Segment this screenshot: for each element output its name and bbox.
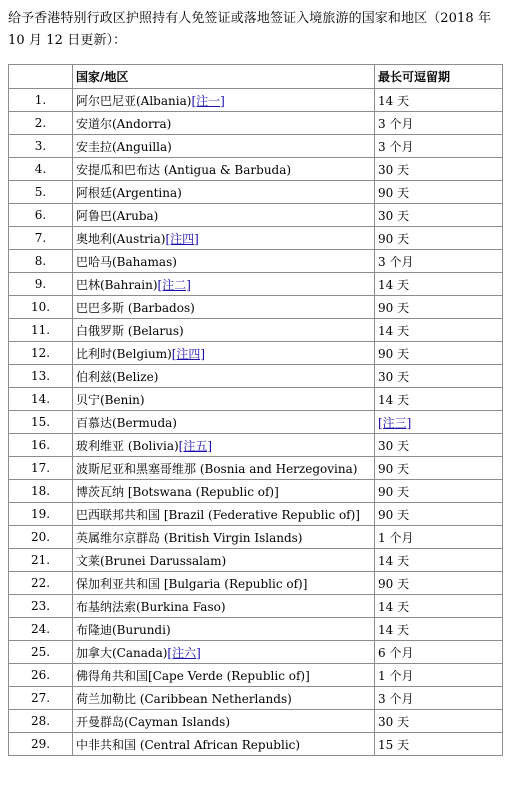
country-name: 布基纳法索(Burkina Faso): [76, 599, 226, 614]
row-max-stay: 30 天: [375, 710, 503, 733]
row-index: 2.: [9, 112, 73, 135]
row-index: 19.: [9, 503, 73, 526]
header-max-stay: 最长可逗留期: [375, 65, 503, 89]
row-country: [73, 457, 375, 480]
country-name: 巴哈马(Bahamas): [76, 254, 177, 269]
row-index: 15.: [9, 411, 73, 434]
row-country: [73, 296, 375, 319]
header-index: [9, 65, 73, 89]
stay-note-link[interactable]: [注三]: [378, 415, 412, 430]
note-link[interactable]: [注四]: [171, 346, 206, 361]
row-index: 5.: [9, 181, 73, 204]
country-name: 开曼群岛(Cayman Islands): [76, 714, 231, 729]
note-link[interactable]: [注二]: [157, 277, 191, 292]
row-index: 4.: [9, 158, 73, 181]
country-name: 加拿大(Canada): [76, 645, 168, 660]
country-name: 布隆迪(Burundi): [76, 622, 171, 637]
table-row: [9, 89, 503, 112]
country-name: 佛得角共和国[Cape Verde (Republic of)]: [76, 668, 310, 683]
row-index: 13.: [9, 365, 73, 388]
row-country: [73, 572, 375, 595]
table-row: [9, 503, 503, 526]
row-max-stay: 3 个月: [375, 135, 503, 158]
row-max-stay: 14 天: [375, 388, 503, 411]
table-row: [9, 158, 503, 181]
table-row: [9, 618, 503, 641]
row-max-stay: 30 天: [375, 365, 503, 388]
row-index: 7.: [9, 227, 73, 250]
country-name: 比利时(Belgium): [76, 346, 172, 361]
row-max-stay: 14 天: [375, 549, 503, 572]
row-index: 8.: [9, 250, 73, 273]
table-row: [9, 549, 503, 572]
row-country: [73, 135, 375, 158]
row-country: [73, 158, 375, 181]
country-name: 贝宁(Benin): [76, 392, 145, 407]
row-index: 21.: [9, 549, 73, 572]
table-row: [9, 342, 503, 365]
table-row: [9, 641, 503, 664]
row-country: [73, 227, 375, 250]
row-country: [73, 503, 375, 526]
table-row: [9, 595, 503, 618]
row-country: [73, 112, 375, 135]
visa-free-table: [8, 64, 503, 756]
row-country: [73, 411, 375, 434]
table-row: [9, 733, 503, 756]
row-country: [73, 664, 375, 687]
row-index: 1.: [9, 89, 73, 112]
row-country: [73, 204, 375, 227]
row-max-stay: 3 个月: [375, 112, 503, 135]
note-link[interactable]: [注五]: [178, 438, 213, 453]
row-max-stay: 90 天: [375, 572, 503, 595]
row-index: 20.: [9, 526, 73, 549]
row-max-stay: 90 天: [375, 480, 503, 503]
country-name: 英属维尔京群岛 (British Virgin Islands): [76, 530, 303, 545]
table-row: [9, 319, 503, 342]
row-max-stay: 14 天: [375, 618, 503, 641]
row-max-stay: 30 天: [375, 434, 503, 457]
table-row: [9, 227, 503, 250]
row-country: [73, 710, 375, 733]
row-index: 24.: [9, 618, 73, 641]
country-name: 阿根廷(Argentina): [76, 185, 182, 200]
row-index: 14.: [9, 388, 73, 411]
row-country: [73, 388, 375, 411]
country-name: 阿尔巴尼亚(Albania): [76, 93, 192, 108]
row-country: [73, 549, 375, 572]
row-max-stay: [375, 411, 503, 434]
country-name: 玻利维亚 (Bolivia): [76, 438, 179, 453]
row-country: [73, 733, 375, 756]
row-max-stay: 14 天: [375, 89, 503, 112]
row-max-stay: 90 天: [375, 342, 503, 365]
country-name: 百慕达(Bermuda): [76, 415, 177, 430]
country-name: 伯利兹(Belize): [76, 369, 159, 384]
row-max-stay: 30 天: [375, 158, 503, 181]
row-country: [73, 319, 375, 342]
table-row: [9, 112, 503, 135]
row-country: [73, 480, 375, 503]
row-index: 25.: [9, 641, 73, 664]
country-name: 博茨瓦纳 [Botswana (Republic of)]: [76, 484, 279, 499]
country-name: 巴林(Bahrain): [76, 277, 158, 292]
row-country: [73, 181, 375, 204]
table-row: [9, 710, 503, 733]
country-name: 荷兰加勒比 (Caribbean Netherlands): [76, 691, 292, 706]
row-country: [73, 342, 375, 365]
row-country: [73, 641, 375, 664]
country-name: 白俄罗斯 (Belarus): [76, 323, 184, 338]
table-row: [9, 457, 503, 480]
table-row: [9, 296, 503, 319]
table-row: [9, 687, 503, 710]
table-row: [9, 526, 503, 549]
row-index: 12.: [9, 342, 73, 365]
row-max-stay: 30 天: [375, 204, 503, 227]
row-max-stay: 1 个月: [375, 526, 503, 549]
row-country: [73, 250, 375, 273]
country-name: 阿鲁巴(Aruba): [76, 208, 159, 223]
note-link[interactable]: [注一]: [191, 93, 225, 108]
header-country: 国家/地区: [73, 65, 375, 89]
row-country: [73, 687, 375, 710]
table-row: [9, 365, 503, 388]
country-name: 奥地利(Austria): [76, 231, 166, 246]
row-max-stay: 3 个月: [375, 250, 503, 273]
row-country: [73, 434, 375, 457]
row-max-stay: 90 天: [375, 503, 503, 526]
row-max-stay: 14 天: [375, 319, 503, 342]
row-country: [73, 595, 375, 618]
row-index: 16.: [9, 434, 73, 457]
country-name: 安圭拉(Anguilla): [76, 139, 172, 154]
table-header-row: [9, 65, 503, 89]
row-max-stay: 6 个月: [375, 641, 503, 664]
table-row: [9, 181, 503, 204]
row-index: 17.: [9, 457, 73, 480]
row-index: 22.: [9, 572, 73, 595]
row-country: [73, 273, 375, 296]
country-name: 波斯尼亚和黑塞哥维那 (Bosnia and Herzegovina): [76, 461, 358, 476]
row-index: 29.: [9, 733, 73, 756]
row-max-stay: 90 天: [375, 296, 503, 319]
table-row: [9, 411, 503, 434]
table-row: [9, 434, 503, 457]
country-name: 保加利亚共和国 [Bulgaria (Republic of)]: [76, 576, 308, 591]
row-country: [73, 365, 375, 388]
table-row: [9, 135, 503, 158]
country-name: 巴西联邦共和国 [Brazil (Federative Republic of)]: [76, 507, 360, 522]
row-index: 9.: [9, 273, 73, 296]
row-index: 11.: [9, 319, 73, 342]
note-link[interactable]: [注四]: [165, 231, 199, 246]
row-index: 28.: [9, 710, 73, 733]
row-max-stay: 1 个月: [375, 664, 503, 687]
country-name: 文莱(Brunei Darussalam): [76, 553, 227, 568]
table-row: [9, 572, 503, 595]
row-index: 26.: [9, 664, 73, 687]
row-country: [73, 526, 375, 549]
row-index: 23.: [9, 595, 73, 618]
table-row: [9, 273, 503, 296]
row-max-stay: 15 天: [375, 733, 503, 756]
country-name: 安道尔(Andorra): [76, 116, 172, 131]
table-row: [9, 250, 503, 273]
row-country: [73, 89, 375, 112]
note-link[interactable]: [注六]: [167, 645, 201, 660]
row-index: 3.: [9, 135, 73, 158]
table-row: [9, 480, 503, 503]
row-index: 10.: [9, 296, 73, 319]
row-index: 6.: [9, 204, 73, 227]
table-row: [9, 388, 503, 411]
country-name: 安提瓜和巴布达 (Antigua & Barbuda): [76, 162, 292, 177]
row-max-stay: 3 个月: [375, 687, 503, 710]
row-max-stay: 90 天: [375, 181, 503, 204]
intro-text: 给予香港特别行政区护照持有人免签证或落地签证入境旅游的国家和地区（2018 年 10 月 12 日更新）：: [8, 11, 492, 48]
country-name: 巴巴多斯 (Barbados): [76, 300, 195, 315]
country-name: 中非共和国 (Central African Republic): [76, 737, 301, 752]
row-max-stay: 14 天: [375, 595, 503, 618]
row-max-stay: 90 天: [375, 227, 503, 250]
row-country: [73, 618, 375, 641]
row-max-stay: 90 天: [375, 457, 503, 480]
row-index: 18.: [9, 480, 73, 503]
row-index: 27.: [9, 687, 73, 710]
table-row: [9, 664, 503, 687]
row-max-stay: 14 天: [375, 273, 503, 296]
table-row: [9, 204, 503, 227]
